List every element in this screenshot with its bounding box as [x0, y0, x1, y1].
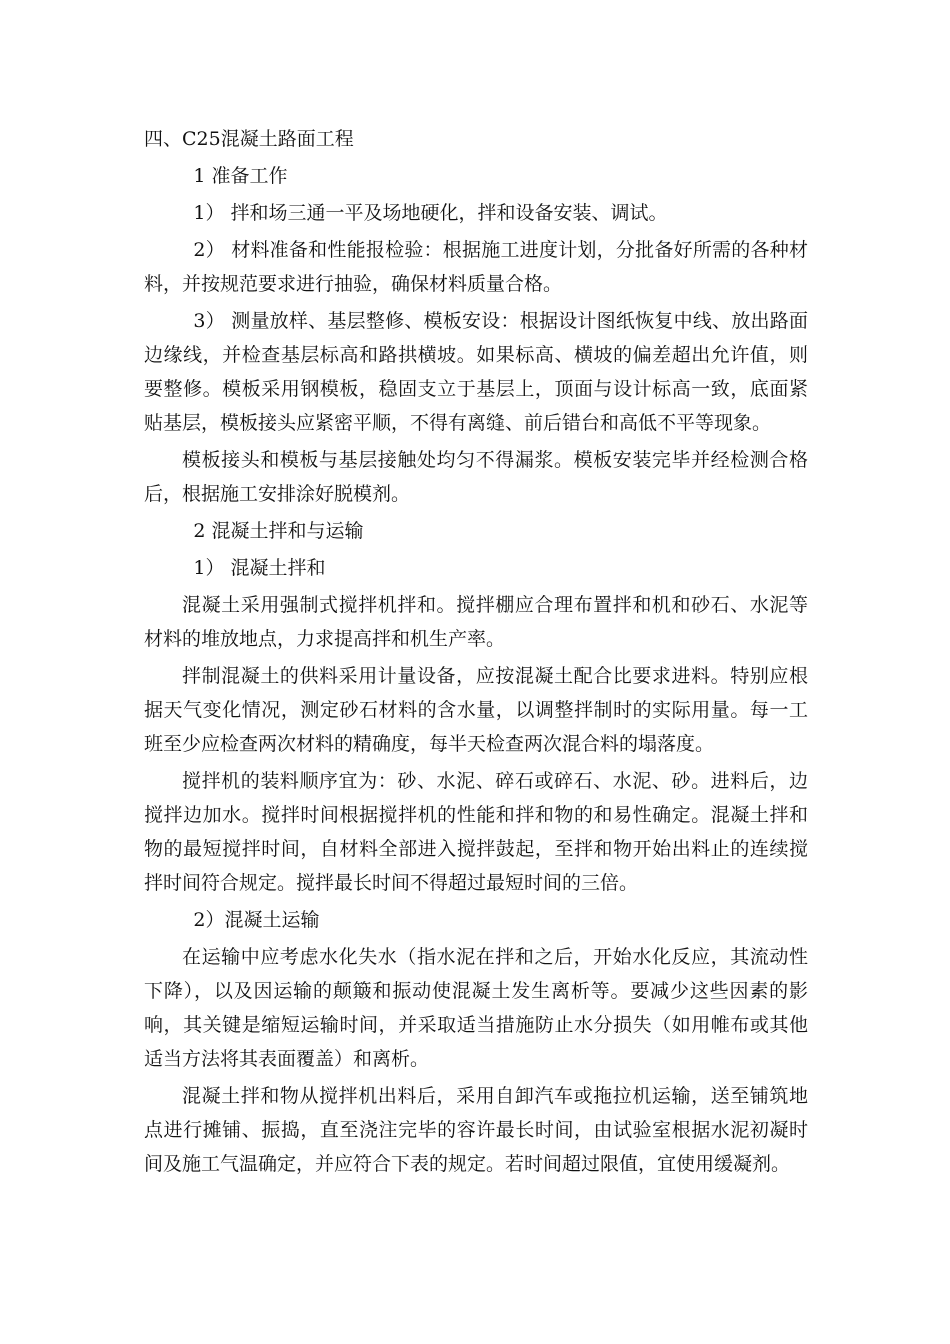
transport-paragraph-2: 混凝土拌和物从搅拌机出料后，采用自卸汽车或拖拉机运输，送至铺筑地点进行摊铺、振捣，直至浇注完毕的容许最长时间，由试验室根据水泥初凝时间及施工气温确定，并应符合下表的规定。若时间超过限值，宜使用缓凝剂。: [144, 1085, 808, 1175]
prep-paragraph-formwork: 模板接头和模板与基层接触处均匀不得漏浆。模板安装完毕并经检测合格后，根据施工安排涂好脱模剂。: [144, 449, 808, 505]
section-title: 四、C25混凝土路面工程: [144, 128, 354, 150]
prep-item-2: 2） 材料准备和性能报检验：根据施工进度计划，分批备好所需的各种材料，并按规范要求进行抽验，确保材料质量合格。: [144, 239, 808, 295]
prep-item-3: 3） 测量放样、基层整修、模板安设：根据设计图纸恢复中线、放出路面边缘线，并检查基层标高和路拱横坡。如果标高、横坡的偏差超出允许值，则要整修。模板采用钢模板，稳固支立于基层上，顶面与设计标高一致，底面紧贴基层，模板接头应紧密平顺，不得有离缝、前后错台和高低不平等现象。: [144, 310, 808, 434]
mixing-paragraph-1: 混凝土采用强制式搅拌机拌和。搅拌棚应合理布置拌和机和砂石、水泥等材料的堆放地点，力求提高拌和机生产率。: [144, 594, 808, 650]
mixing-paragraph-3: 搅拌机的装料顺序宜为：砂、水泥、碎石或碎石、水泥、砂。进料后，边搅拌边加水。搅拌时间根据搅拌机的性能和拌和物的和易性确定。混凝土拌和物的最短搅拌时间，自材料全部进入搅拌鼓起，至拌和物开始出料止的连续搅拌时间符合规定。搅拌最长时间不得超过最短时间的三倍。: [144, 770, 808, 894]
transport-part-title: 2）混凝土运输: [193, 909, 320, 931]
mixing-paragraph-2: 拌制混凝土的供料采用计量设备，应按混凝土配合比要求进料。特别应根据天气变化情况，测定砂石材料的含水量，以调整拌制时的实际用量。每一工班至少应检查两次材料的精确度，每半天检查两次混合料的塌落度。: [144, 665, 808, 755]
transport-paragraph-1: 在运输中应考虑水化失水（指水泥在拌和之后，开始水化反应，其流动性下降），以及因运输的颠簸和振动使混凝土发生离析等。要减少这些因素的影响，其关键是缩短运输时间，并采取适当措施防止水分损失（如用帷布或其他适当方法将其表面覆盖）和离析。: [144, 946, 808, 1070]
prep-item-1: 1） 拌和场三通一平及场地硬化，拌和设备安装、调试。: [193, 202, 668, 224]
document-body: [144, 122, 808, 1184]
mixing-part-title: 1） 混凝土拌和: [193, 557, 326, 579]
subsection-title-mixing-transport: 2 混凝土拌和与运输: [193, 520, 364, 542]
subsection-title-preparation: 1 准备工作: [193, 165, 288, 187]
